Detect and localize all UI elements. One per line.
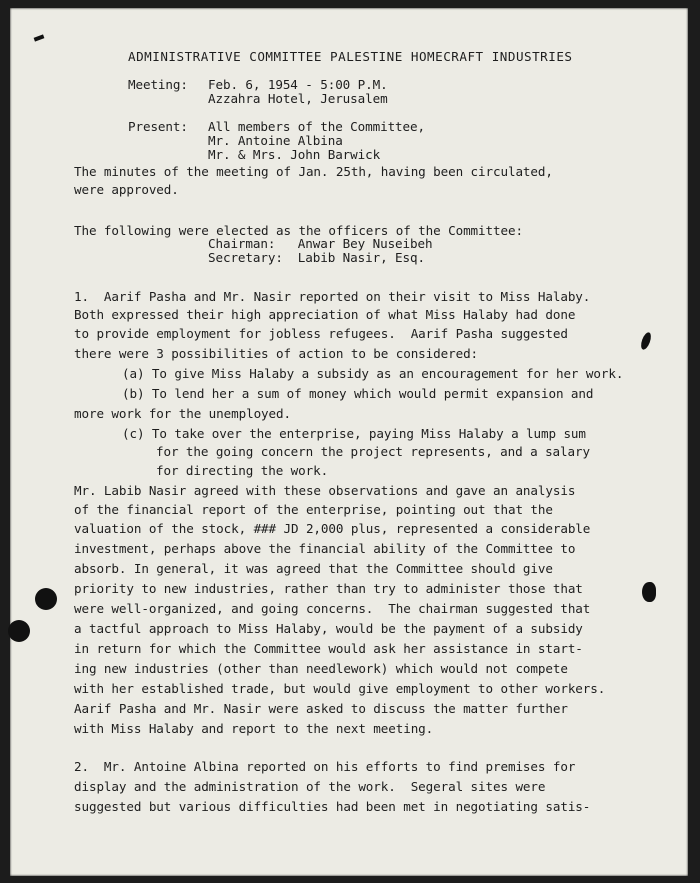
para2-line-8: a tactful approach to Miss Halaby, would be the payment of a subsidy <box>74 621 583 636</box>
option-c-line-3: for directing the work. <box>156 463 329 478</box>
meeting-place: Azzahra Hotel, Jerusalem <box>208 91 388 106</box>
para2-line-3: valuation of the stock, ### JD 2,000 plus, represented a considerable <box>74 521 591 536</box>
present-line-2: Mr. Antoine Albina <box>208 133 343 148</box>
item2-line-1: 2. Mr. Antoine Albina reported on his efforts to find premises for <box>74 759 576 774</box>
meeting-label: Meeting: <box>128 77 188 92</box>
para2-line-7: were well-organized, and going concerns. The chairman suggested that <box>74 601 591 616</box>
para2-line-11: with her established trade, but would give employment to other workers. <box>74 681 606 696</box>
option-a: (a) To give Miss Halaby a subsidy as an encouragement for her work. <box>122 366 624 381</box>
item1-line-2: Both expressed their high appreciation of what Miss Halaby had done <box>74 307 576 322</box>
punch-hole-top <box>35 588 57 610</box>
para2-line-4: investment, perhaps above the financial ability of the Committee to <box>74 541 576 556</box>
option-c-line-2: for the going concern the project represents, and a salary <box>156 444 590 459</box>
para2-line-13: with Miss Halaby and report to the next meeting. <box>74 721 434 736</box>
para2-line-1: Mr. Labib Nasir agreed with these observations and gave an analysis <box>74 483 576 498</box>
present-line-3: Mr. & Mrs. John Barwick <box>208 147 381 162</box>
para2-line-12: Aarif Pasha and Mr. Nasir were asked to discuss the matter further <box>74 701 568 716</box>
option-c-line-1: (c) To take over the enterprise, paying Miss Halaby a lump sum <box>122 426 586 441</box>
item1-line-3: to provide employment for jobless refugees. Aarif Pasha suggested <box>74 326 568 341</box>
option-b-line-2: more work for the unemployed. <box>74 406 291 421</box>
chairman-line: Chairman: Anwar Bey Nuseibeh <box>208 236 433 251</box>
item2-line-3: suggested but various difficulties had been met in negotiating satis- <box>74 799 591 814</box>
document-page <box>10 8 688 876</box>
para2-line-2: of the financial report of the enterprise, pointing out that the <box>74 502 553 517</box>
minutes-line-2: were approved. <box>74 182 179 197</box>
ink-smudge-right-2 <box>642 582 656 602</box>
option-b-line-1: (b) To lend her a sum of money which would permit expansion and <box>122 386 594 401</box>
para2-line-9: in return for which the Committee would ask her assistance in start- <box>74 641 583 656</box>
item1-line-1: 1. Aarif Pasha and Mr. Nasir reported on their visit to Miss Halaby. <box>74 289 591 304</box>
secretary-line: Secretary: Labib Nasir, Esq. <box>208 250 425 265</box>
item2-line-2: display and the administration of the work. Segeral sites were <box>74 779 546 794</box>
para2-line-5: absorb. In general, it was agreed that the Committee should give <box>74 561 553 576</box>
present-label: Present: <box>128 119 188 134</box>
officers-intro: The following were elected as the officers of the Committee: <box>74 223 523 238</box>
punch-hole-bottom <box>8 620 30 642</box>
meeting-date: Feb. 6, 1954 - 5:00 P.M. <box>208 77 388 92</box>
item1-line-4: there were 3 possibilities of action to be considered: <box>74 346 479 361</box>
para2-line-10: ing new industries (other than needlework) which would not compete <box>74 661 568 676</box>
ink-smudge-top-left <box>34 34 45 41</box>
minutes-line-1: The minutes of the meeting of Jan. 25th, having been circulated, <box>74 164 553 179</box>
document-title: ADMINISTRATIVE COMMITTEE PALESTINE HOMECRAFT INDUSTRIES <box>128 49 573 64</box>
para2-line-6: priority to new industries, rather than try to administer those that <box>74 581 583 596</box>
ink-smudge-right-1 <box>639 331 653 351</box>
present-line-1: All members of the Committee, <box>208 119 425 134</box>
